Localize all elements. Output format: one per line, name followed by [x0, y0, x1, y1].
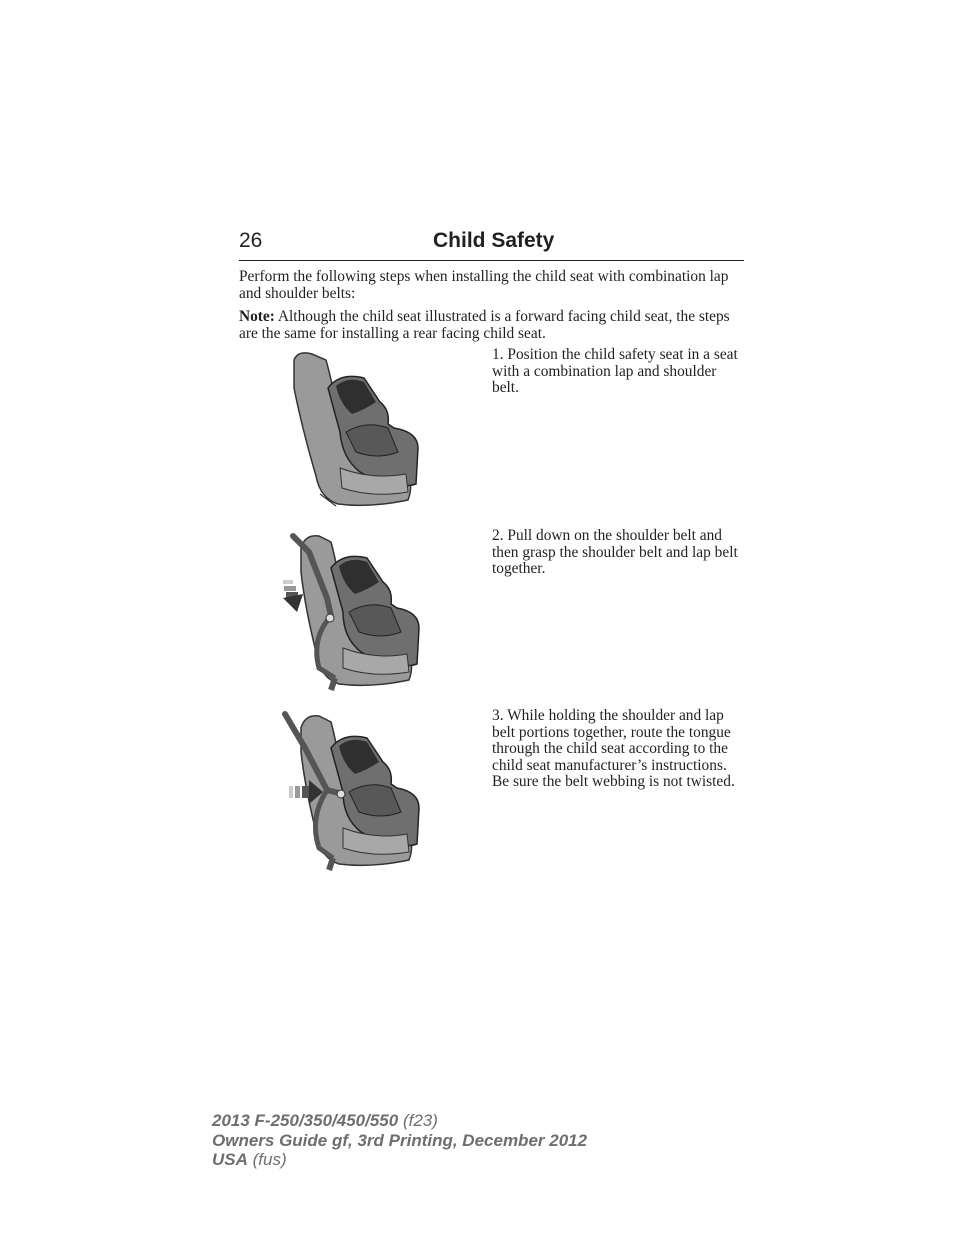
page-number: 26	[239, 229, 263, 252]
page-header	[239, 228, 744, 261]
intro-paragraph: Perform the following steps when installing the child seat with combination lap and shoulder belts:	[239, 268, 729, 302]
step-2-text: 2. Pull down on the shoulder belt and then grasp the shoulder belt and lap belt together.	[492, 527, 738, 577]
step-1-text: 1. Position the child safety seat in a seat with a combination lap and shoulder belt.	[492, 346, 738, 396]
down-arrow-icon	[283, 580, 303, 612]
page-footer	[212, 1111, 587, 1170]
footer-market: USA	[212, 1150, 248, 1169]
child-seat-illustration-step-3	[275, 708, 430, 873]
note-text: Although the child seat illustrated is a forward facing child seat, the steps are the same for installing a rear facing child seat.	[239, 308, 730, 342]
footer-line-3	[212, 1150, 587, 1170]
footer-printing: Owners Guide gf, 3rd Printing, December 2012	[212, 1130, 588, 1150]
footer-line-1	[212, 1111, 587, 1131]
note-label: Note:	[239, 308, 275, 325]
footer-line-2	[212, 1131, 587, 1151]
footer-model: 2013 F-250/350/450/550	[212, 1111, 399, 1130]
footer-model-code: (f23)	[398, 1111, 438, 1130]
child-seat-illustration-step-2	[275, 528, 430, 693]
note-paragraph	[239, 308, 749, 342]
step-3-text: 3. While holding the shoulder and lap belt portions together, route the tongue through the child seat according to the child seat manufacturer’s instructions. Be sure the belt webbing is not twisted.	[492, 707, 735, 790]
footer-market-code: (fus)	[247, 1150, 287, 1169]
section-title: Child Safety	[433, 229, 555, 252]
child-seat-illustration-step-1	[280, 348, 430, 513]
